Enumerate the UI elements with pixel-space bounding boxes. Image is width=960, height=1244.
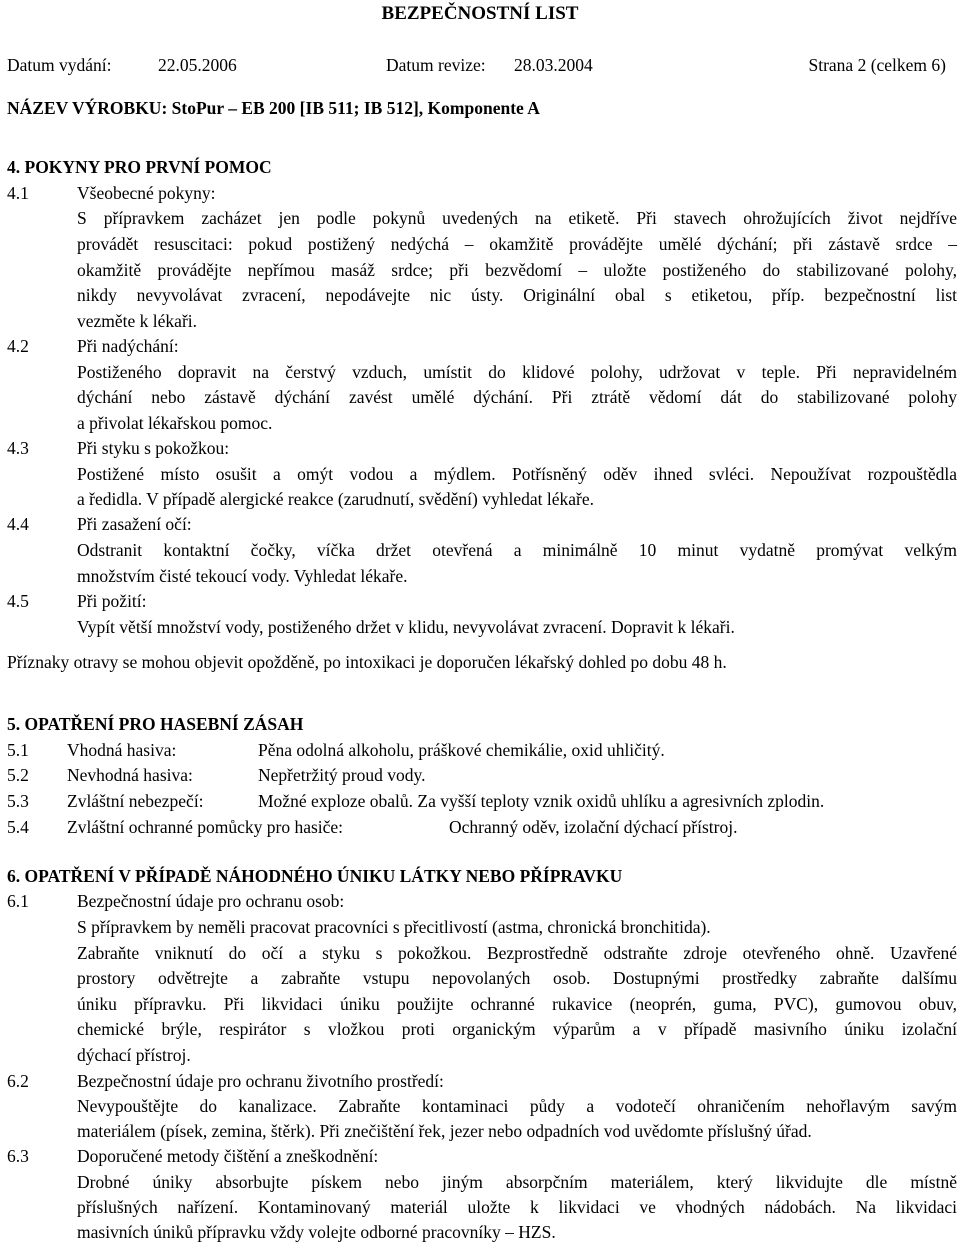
s61-line-5: chemické brýle, respirátor s vložkou proti organickým výparům a v případě masivního úniku izolační xyxy=(77,1019,957,1039)
s63-line-3: masivních úniků přípravku vždy volejte odborné pracovníky – HZS. xyxy=(77,1222,556,1242)
s63-number: 6.3 xyxy=(7,1146,29,1166)
s41-line-3: okamžitě provádějte nepřímou masáž srdce; při bezvědomí – uložte postiženého do stabilizované polohy, xyxy=(77,260,957,280)
s45-line-1: Vypít větší množství vody, postiženého držet v klidu, nevyvolávat zvracení. Dopravit k lékaři. xyxy=(77,617,735,637)
s63-line-2: příslušných nařízení. Kontaminovaný materiál uložte k likvidaci ve vhodných nádobách. Na likvidaci xyxy=(77,1197,957,1217)
s41-line-1: S přípravkem zacházet jen podle pokynů uvedených na etiketě. Při stavech ohrožujících život nejdříve xyxy=(77,208,957,228)
s51-label: Vhodná hasiva: xyxy=(67,740,177,760)
issue-date: 22.05.2006 xyxy=(158,55,237,75)
s43-line-2: a ředidla. V případě alergické reakce (zarudnutí, svědění) vyhledat lékaře. xyxy=(77,489,594,509)
s51-number: 5.1 xyxy=(7,740,29,760)
s52-value: Nepřetržitý proud vody. xyxy=(258,765,426,785)
s41-line-4: nikdy nevyvolávat zvracení, nepodávejte nic ústy. Originální obal s etiketou, příp. bezpečnostní list xyxy=(77,285,957,305)
s41-title: Všeobecné pokyny: xyxy=(77,183,216,203)
s41-line-5: vezměte k lékaři. xyxy=(77,311,198,331)
s44-number: 4.4 xyxy=(7,514,29,534)
s43-line-1: Postižené místo osušit a omýt vodou a mýdlem. Potřísněný oděv ihned svléci. Nepoužívat rozpouštědla xyxy=(77,464,957,484)
revision-date-label: Datum revize: xyxy=(386,55,486,75)
s61-line-6: dýchací přístroj. xyxy=(77,1045,191,1065)
s54-number: 5.4 xyxy=(7,817,29,837)
product-name: NÁZEV VÝROBKU: StoPur – EB 200 [IB 511; IB 512], Komponente A xyxy=(7,98,540,118)
s61-line-2: Zabraňte vniknutí do očí a styku s pokožkou. Bezprostředně odstraňte zdroje otevřeného ohně. Uzavřené xyxy=(77,943,957,963)
s62-line-1: Nevypouštějte do kanalizace. Zabraňte kontaminaci půdy a vodotečí ohraničením nehořlavým savým xyxy=(77,1096,957,1116)
s62-number: 6.2 xyxy=(7,1071,29,1091)
page-number: Strana 2 (celkem 6) xyxy=(808,55,946,75)
s42-line-1: Postiženého dopravit na čerstvý vzduch, umístit do klidové polohy, udržovat v teple. Při nepravidelném xyxy=(77,362,957,382)
s62-line-2: materiálem (písek, zemina, štěrk). Při znečištění řek, jezer nebo odpadních vod uvědomte příslušný úřad. xyxy=(77,1121,812,1141)
s42-number: 4.2 xyxy=(7,336,29,356)
s42-line-2: dýchání nebo zástavě dýchání zavést umělé dýchání. Při ztrátě vědomí dát do stabilizované polohy xyxy=(77,387,957,407)
s63-title: Doporučené metody čištění a zneškodnění: xyxy=(77,1146,379,1166)
document-title: BEZPEČNOSTNÍ LIST xyxy=(381,3,579,24)
s61-line-1: S přípravkem by neměli pracovat pracovníci s přecitlivostí (astma, chronická bronchitida). xyxy=(77,917,711,937)
s52-number: 5.2 xyxy=(7,765,29,785)
s42-title: Při nadýchání: xyxy=(77,336,179,356)
section-4-heading: 4. POKYNY PRO PRVNÍ POMOC xyxy=(7,157,272,177)
s61-number: 6.1 xyxy=(7,891,29,911)
s41-number: 4.1 xyxy=(7,183,29,203)
s45-title: Při požití: xyxy=(77,591,147,611)
s63-line-1: Drobné úniky absorbujte pískem nebo jiným absorpčním materiálem, který likvidujte dle místně xyxy=(77,1172,957,1192)
s52-label: Nevhodná hasiva: xyxy=(67,765,193,785)
s42-line-3: a přivolat lékařskou pomoc. xyxy=(77,413,273,433)
s44-title: Při zasažení očí: xyxy=(77,514,192,534)
s53-value: Možné exploze obalů. Za vyšší teploty vznik oxidů uhlíku a agresivních zplodin. xyxy=(258,791,825,811)
s53-label: Zvláštní nebezpečí: xyxy=(67,791,204,811)
s54-label: Zvláštní ochranné pomůcky pro hasiče: xyxy=(67,817,344,837)
s41-line-2: provádět resuscitaci: pokud postižený nedýchá – okamžitě provádějte umělé dýchání; při zástavě srdce – xyxy=(77,234,957,254)
s43-title: Při styku s pokožkou: xyxy=(77,438,230,458)
s61-title: Bezpečnostní údaje pro ochranu osob: xyxy=(77,891,345,911)
s61-line-4: úniku přípravku. Při likvidaci úniku použijte ochranné rukavice (neoprén, guma, PVC), gumovou obuv, xyxy=(77,994,957,1014)
section-5-heading: 5. OPATŘENÍ PRO HASEBNÍ ZÁSAH xyxy=(7,714,304,734)
s54-value: Ochranný oděv, izolační dýchací přístroj. xyxy=(449,817,738,837)
revision-date: 28.03.2004 xyxy=(514,55,593,75)
s43-number: 4.3 xyxy=(7,438,29,458)
s51-value: Pěna odolná alkoholu, práškové chemikálie, oxid uhličitý. xyxy=(258,740,665,760)
issue-date-label: Datum vydání: xyxy=(7,55,112,75)
section-4-note: Příznaky otravy se mohou objevit opožděně, po intoxikaci je doporučen lékařský dohled po dobu 48 h. xyxy=(7,652,727,672)
s53-number: 5.3 xyxy=(7,791,29,811)
section-6-heading: 6. OPATŘENÍ V PŘÍPADĚ NÁHODNÉHO ÚNIKU LÁTKY NEBO PŘÍPRAVKU xyxy=(7,866,623,886)
s44-line-2: množstvím čisté tekoucí vody. Vyhledat lékaře. xyxy=(77,566,408,586)
s45-number: 4.5 xyxy=(7,591,29,611)
s62-title: Bezpečnostní údaje pro ochranu životního prostředí: xyxy=(77,1071,444,1091)
s61-line-3: prostory odvětrejte a zabraňte vstupu nepovolaných osob. Dostupnými prostředky zabraňte dalšímu xyxy=(77,968,957,988)
s44-line-1: Odstranit kontaktní čočky, víčka držet otevřená a minimálně 10 minut vydatně promývat velkým xyxy=(77,540,957,560)
